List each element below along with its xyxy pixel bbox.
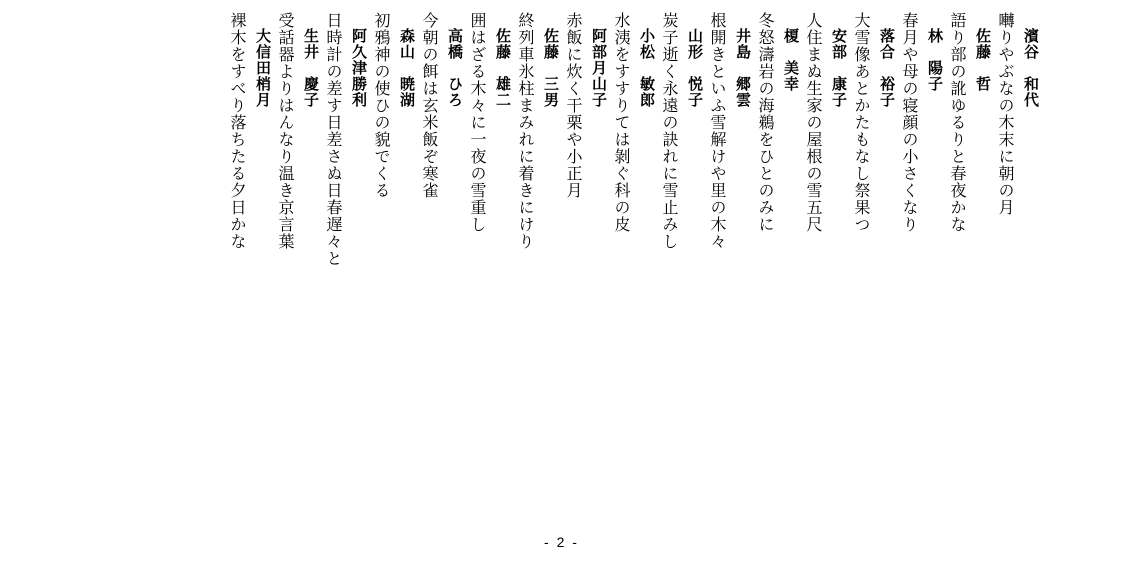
haiku-entry [227,10,273,267]
haiku-text: 水洟をすすりては剝ぐ科の皮 [612,12,631,233]
author-name: 佐藤 雄二 [494,28,512,108]
haiku-text: 日時計の差す日差さぬ日春遅々と [324,12,343,267]
author-name: 山形 悦子 [686,28,704,108]
author-name: 佐藤 哲 [974,28,992,92]
haiku-text: 初鴉神の使ひの貌でくる [372,12,391,199]
haiku-text: 人住まぬ生家の屋根の雪五尺 [804,12,823,233]
author-name: 林 陽子 [926,28,944,92]
haiku-entry [995,10,1041,267]
haiku-text: 受話器よりはんなり温き京言葉 [276,12,295,250]
haiku-entry [851,10,897,267]
haiku-entry [803,10,849,267]
author-name: 阿部月山子 [590,28,608,108]
haiku-entry [707,10,753,267]
author-name: 佐藤 三男 [542,28,560,108]
haiku-entries [227,10,1041,267]
author-name: 井島 郷雲 [734,28,752,108]
author-name: 安部 康子 [830,28,848,108]
author-name: 高橋 ひろ [446,28,464,108]
haiku-entry [899,10,945,267]
haiku-text: 語り部の訛ゆるりと春夜かな [948,12,967,233]
haiku-entry [323,10,369,267]
haiku-entry [515,10,561,267]
haiku-entry [611,10,657,267]
haiku-entry [755,10,801,267]
haiku-entry [275,10,321,267]
author-name: 濱谷 和代 [1022,28,1040,108]
haiku-text: 囀りやぶなの木末に朝の月 [996,12,1015,216]
author-name: 生井 慶子 [302,28,320,108]
haiku-text: 囲はざる木々に一夜の雪重し [468,12,487,233]
author-name: 森山 暁湖 [398,28,416,108]
haiku-text: 炭子逝く永遠の訣れに雪止みし [660,12,679,250]
page-number: - 2 - [544,534,579,550]
haiku-text: 今朝の餌は玄米飯ぞ寒雀 [420,12,439,199]
haiku-entry [419,10,465,267]
haiku-entry [467,10,513,267]
haiku-text: 根開きといふ雪解けや里の木々 [708,12,727,250]
author-name: 榎 美幸 [782,28,800,92]
haiku-entry [947,10,993,267]
author-name: 落合 裕子 [878,28,896,108]
author-name: 大信田梢月 [254,28,272,108]
haiku-entry [659,10,705,267]
haiku-text: 春月や母の寝顔の小さくなり [900,12,919,233]
haiku-entry [371,10,417,267]
haiku-entry [563,10,609,267]
haiku-text: 赤飯に炊く干栗や小正月 [564,12,583,199]
haiku-text: 終列車氷柱まみれに着きにけり [516,12,535,250]
haiku-text: 冬怒濤岩の海鵜をひとのみに [756,12,775,233]
author-name: 小松 敏郎 [638,28,656,108]
haiku-text: 裸木をすべり落ちたる夕日かな [228,12,247,250]
haiku-text: 大雪像あとかたもなし祭果つ [852,12,871,233]
author-name: 阿久津勝利 [350,28,368,108]
